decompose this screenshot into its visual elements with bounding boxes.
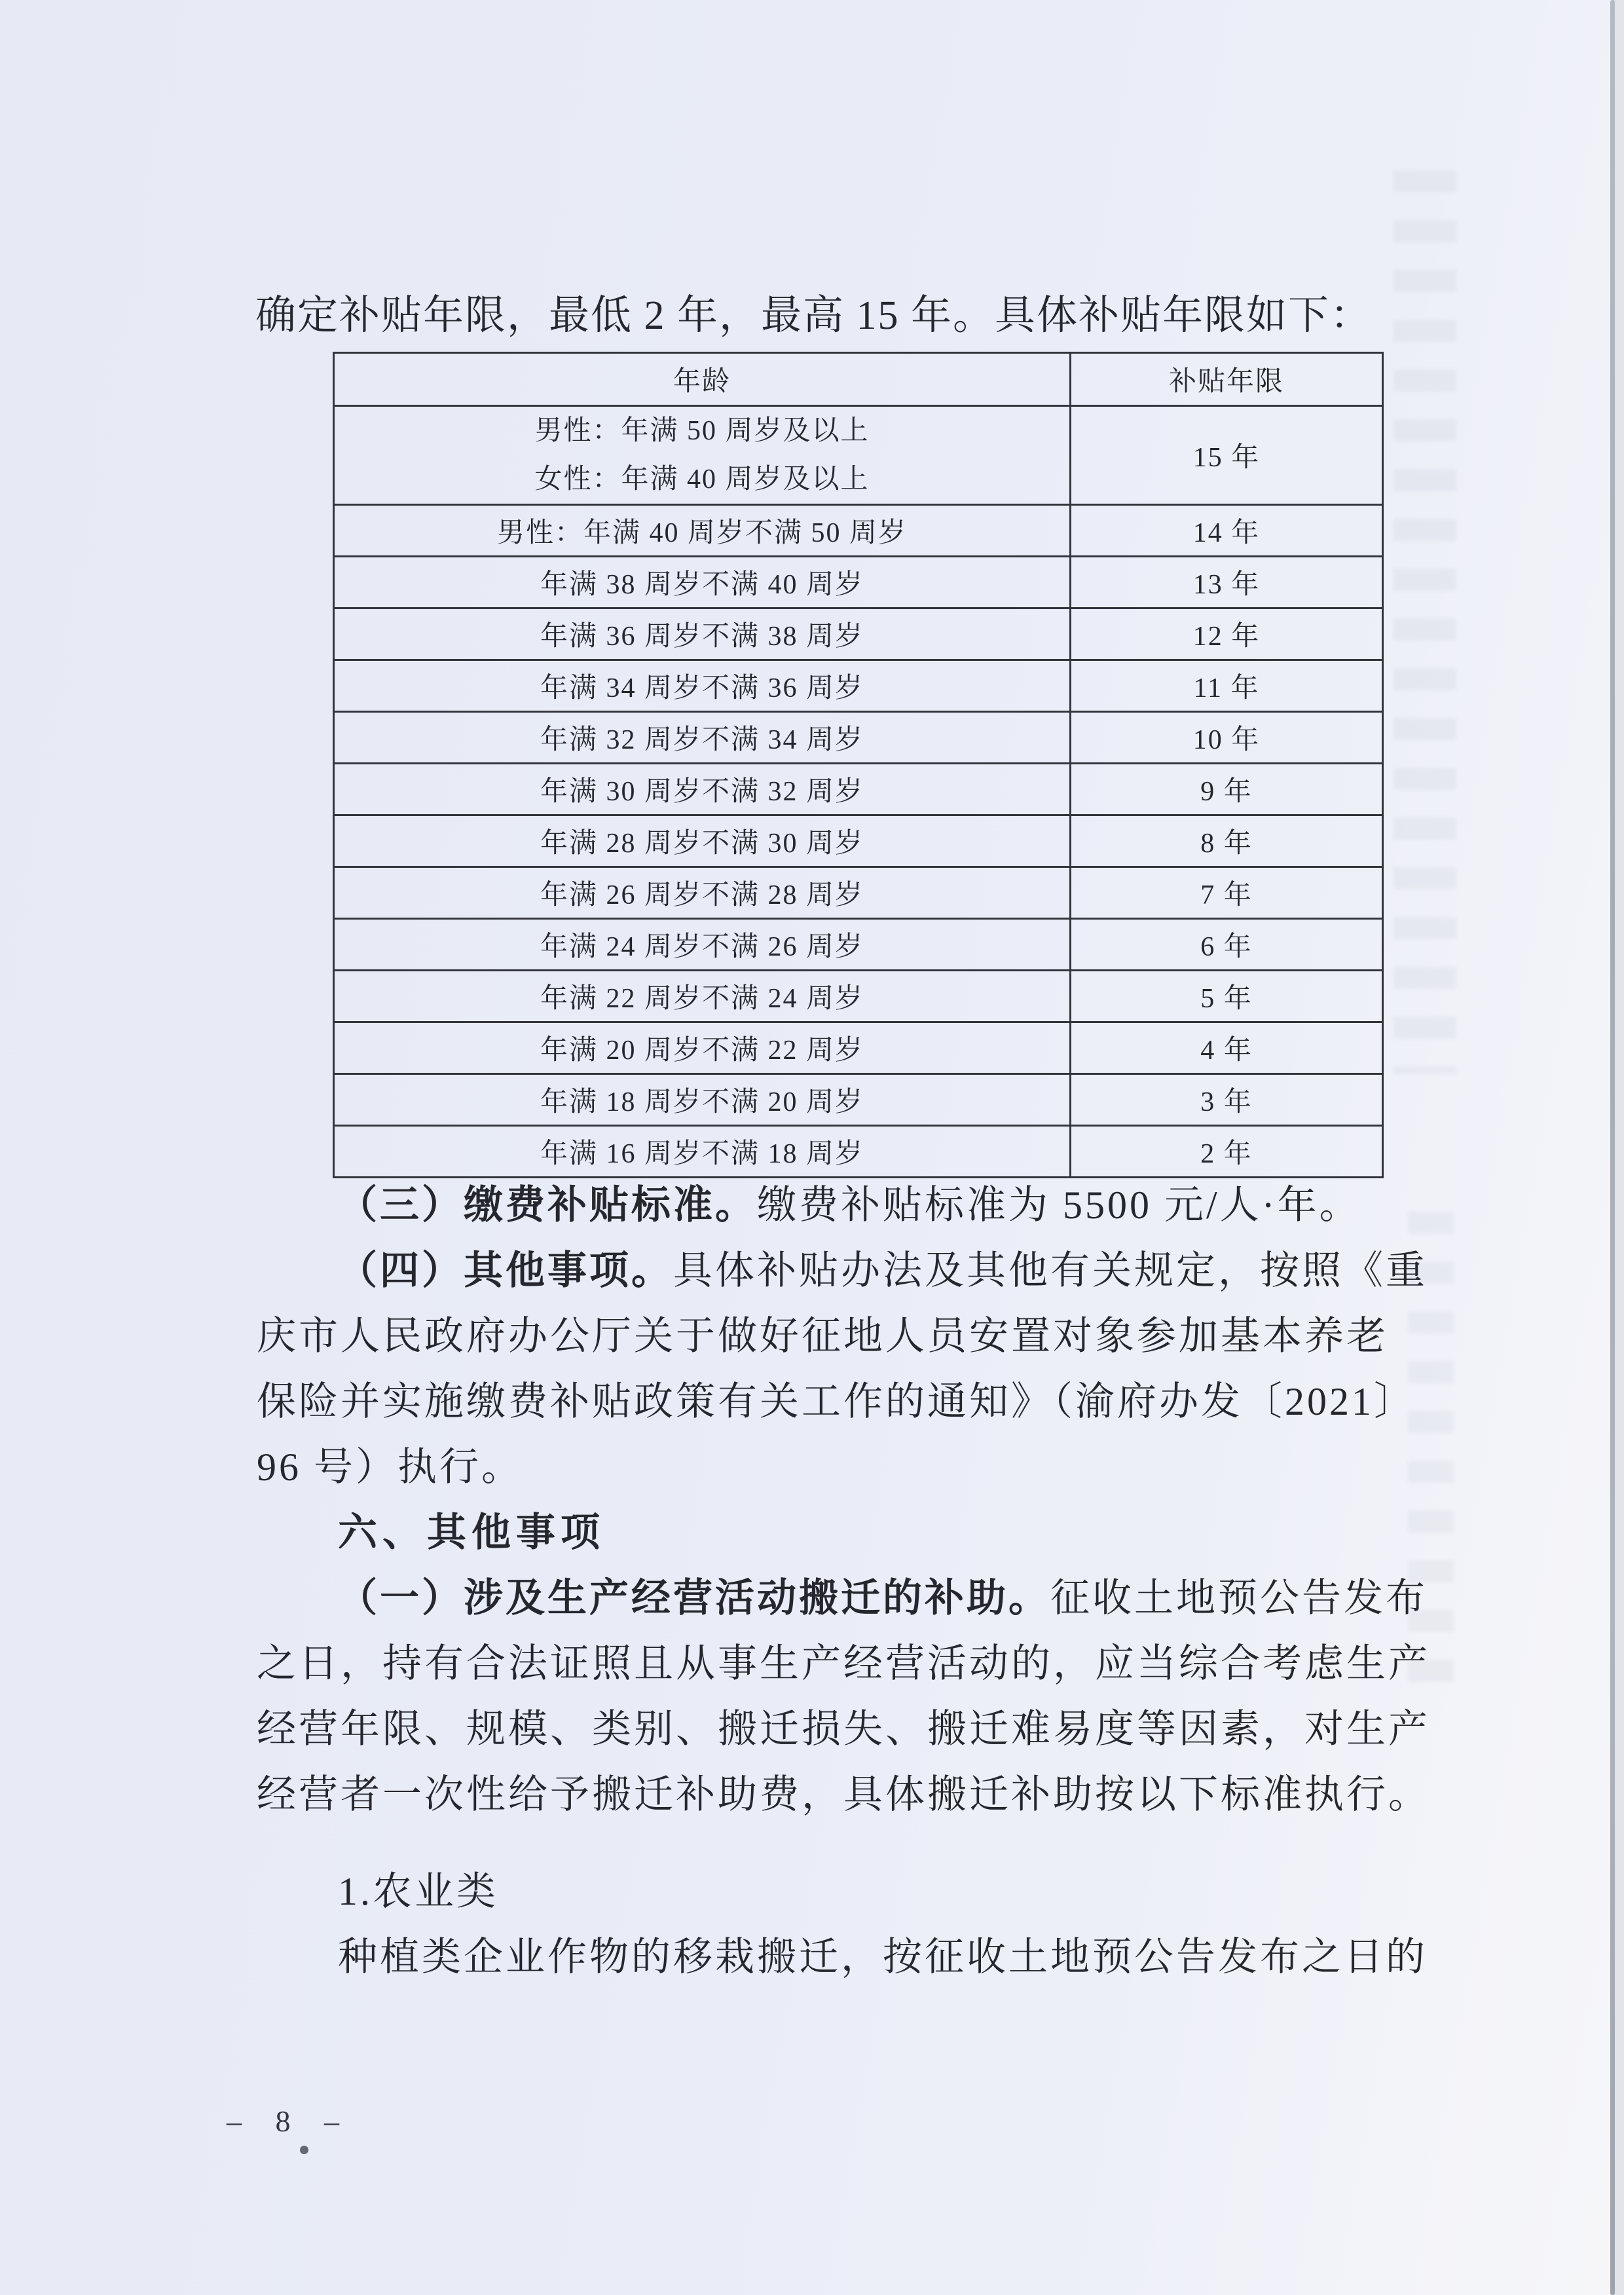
age-cell: 年满 28 周岁不满 30 周岁 [334, 815, 1071, 867]
scan-speckle-artifact [300, 2146, 308, 2154]
paragraph-line: 庆市人民政府办公厅关于做好征地人员安置对象参加基本养老 [257, 1315, 1388, 1358]
age-cell: 年满 20 周岁不满 22 周岁 [334, 1022, 1071, 1074]
years-cell: 7 年 [1071, 867, 1383, 919]
years-cell: 6 年 [1071, 919, 1383, 971]
age-cell: 年满 32 周岁不满 34 周岁 [334, 712, 1071, 764]
paragraph-lead: （四）其他事项。 [338, 1249, 673, 1292]
age-cell: 年满 30 周岁不满 32 周岁 [334, 764, 1071, 815]
paragraph-text: 具体补贴办法及其他有关规定，按照《重 [673, 1249, 1428, 1292]
table-row [334, 971, 1383, 1022]
paragraph-line [257, 1238, 1435, 1303]
table-row [334, 867, 1383, 919]
column-header-years: 补贴年限 [1071, 353, 1383, 406]
paragraph-line [257, 1172, 1435, 1238]
table-row [334, 712, 1383, 764]
paragraph-line: 保险并实施缴费补贴政策有关工作的通知》（渝府办发〔2021〕 [257, 1380, 1416, 1423]
years-cell: 12 年 [1071, 608, 1383, 660]
table-row [334, 1022, 1383, 1074]
years-cell: 9 年 [1071, 764, 1383, 815]
years-cell: 8 年 [1071, 815, 1383, 867]
table-row [334, 1126, 1383, 1178]
paragraph-lead: （一）涉及生产经营活动搬迁的补助。 [338, 1577, 1050, 1620]
years-cell: 3 年 [1071, 1074, 1383, 1126]
age-cell: 年满 36 周岁不满 38 周岁 [334, 608, 1071, 660]
years-cell: 13 年 [1071, 557, 1383, 608]
subsidy-years-table [333, 352, 1384, 1178]
paragraph-lead: （三）缴费补贴标准。 [338, 1184, 757, 1227]
list-item-heading: 1.农业类 [338, 1870, 498, 1913]
table-row [334, 764, 1383, 815]
age-line-female: 女性：年满 40 周岁及以上 [534, 464, 870, 494]
age-cell: 年满 18 周岁不满 20 周岁 [334, 1074, 1071, 1126]
age-cell: 年满 22 周岁不满 24 周岁 [334, 971, 1071, 1022]
table-row [334, 1074, 1383, 1126]
table-row [334, 919, 1383, 971]
table-row [334, 505, 1383, 557]
page-number: – 8 – [227, 2104, 352, 2138]
paragraph-text: 征收土地预公告发布 [1050, 1577, 1428, 1620]
table-row [334, 406, 1383, 505]
age-cell: 年满 24 周岁不满 26 周岁 [334, 919, 1071, 971]
paper-torn-edge [1610, 0, 1615, 2295]
years-cell: 10 年 [1071, 712, 1383, 764]
table-row [334, 660, 1383, 712]
paragraph-line: 经营者一次性给予搬迁补助费，具体搬迁补助按以下标准执行。 [257, 1773, 1430, 1816]
paragraph-line: 之日，持有合法证照且从事生产经营活动的，应当综合考虑生产 [257, 1642, 1430, 1685]
years-cell: 4 年 [1071, 1022, 1383, 1074]
years-cell: 5 年 [1071, 971, 1383, 1022]
years-cell: 15 年 [1071, 406, 1383, 505]
scan-background-strip [1614, 0, 1624, 2295]
age-cell: 年满 26 周岁不满 28 周岁 [334, 867, 1071, 919]
section-heading: 六、其他事项 [338, 1510, 605, 1554]
table-row [334, 557, 1383, 608]
paragraph-line: 96 号）执行。 [257, 1446, 523, 1489]
paragraph-line: 种植类企业作物的移栽搬迁，按征收土地预公告发布之日的 [338, 1935, 1428, 1979]
age-cell: 年满 16 周岁不满 18 周岁 [334, 1126, 1071, 1178]
age-cell: 男性：年满 40 周岁不满 50 周岁 [334, 505, 1071, 557]
body-text-block [257, 1172, 1435, 1990]
column-header-age: 年龄 [334, 353, 1071, 406]
age-cell [334, 406, 1071, 505]
table-header-row [334, 353, 1383, 406]
paragraph-line: 经营年限、规模、类别、搬迁损失、搬迁难易度等因素，对生产 [257, 1707, 1430, 1751]
years-cell: 14 年 [1071, 505, 1383, 557]
age-cell: 年满 38 周岁不满 40 周岁 [334, 557, 1071, 608]
age-cell: 年满 34 周岁不满 36 周岁 [334, 660, 1071, 712]
years-cell: 2 年 [1071, 1126, 1383, 1178]
years-cell: 11 年 [1071, 660, 1383, 712]
table-row [334, 815, 1383, 867]
table-row [334, 608, 1383, 660]
intro-line: 确定补贴年限，最低 2 年，最高 15 年。具体补贴年限如下： [255, 293, 1373, 338]
paragraph-text: 缴费补贴标准为 5500 元/人·年。 [757, 1184, 1361, 1227]
paragraph-line [257, 1565, 1435, 1631]
age-line-male: 男性：年满 50 周岁及以上 [534, 416, 870, 446]
